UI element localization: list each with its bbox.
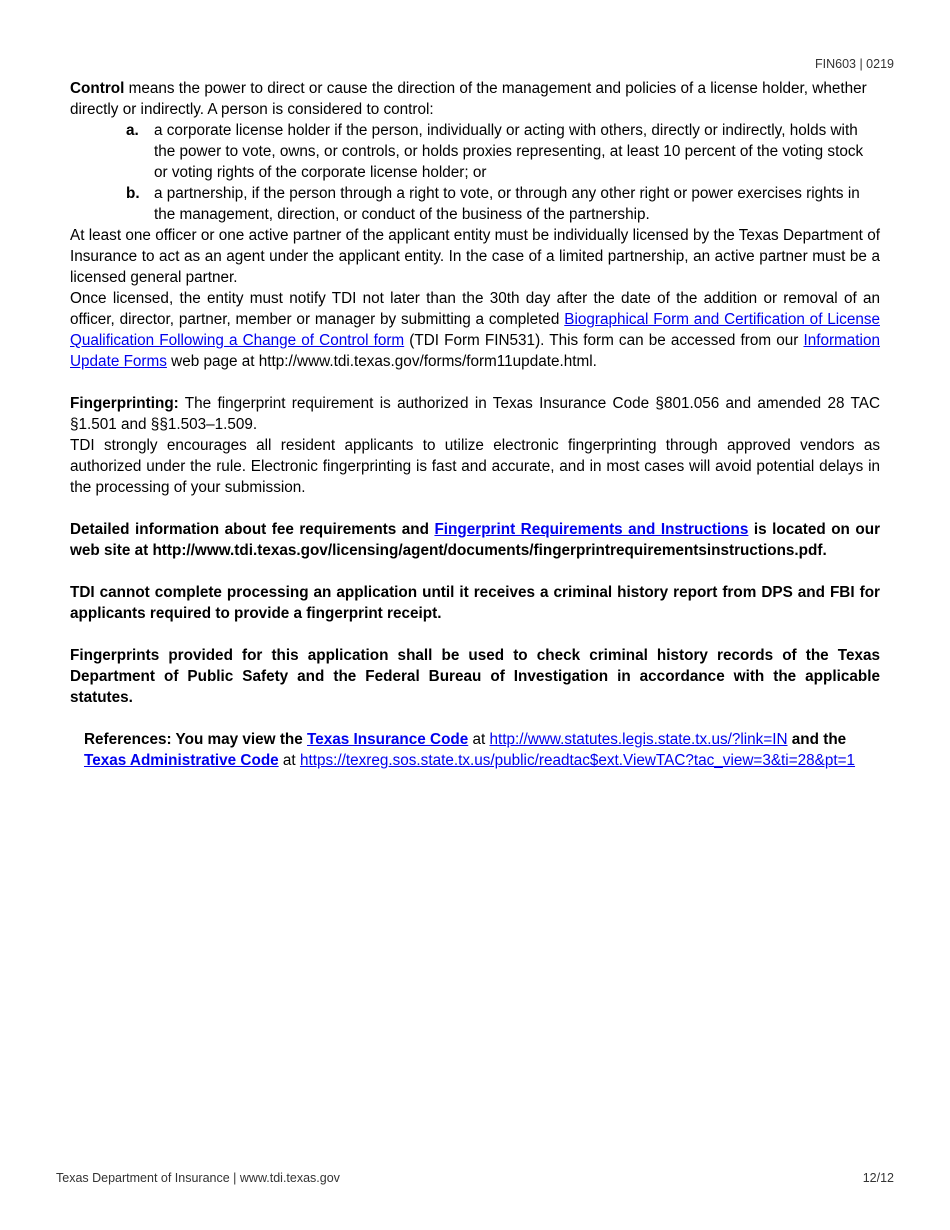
list-item-letter: a. — [126, 122, 139, 139]
fingerprinting-paragraph — [70, 393, 880, 435]
control-definition: means the power to direct or cause the direction of the management and policies of a license holder, whether directly or indirectly. A person is considered to control: — [70, 80, 867, 118]
texas-administrative-code-link[interactable]: Texas Administrative Code — [84, 752, 279, 769]
list-item-text: a partnership, if the person through a right to vote, or through any other right or power exercises rights in the management, direction, or conduct of the business of the partnership. — [154, 185, 860, 223]
references-text: at — [278, 752, 300, 769]
notify-text: (TDI Form FIN531). This form can be accessed from our — [404, 332, 804, 349]
control-term: Control — [70, 80, 125, 97]
references-line — [84, 750, 880, 771]
texreg-url-link[interactable]: https://texreg.sos.state.tx.us/public/readtac$ext.ViewTAC?tac_view=3&ti=28&pt=1 — [299, 752, 856, 769]
texas-insurance-code-link[interactable]: Texas Insurance Code — [307, 731, 469, 748]
list-item-letter: b. — [126, 185, 140, 202]
references-label: References: You may view the — [84, 731, 308, 748]
electronic-fingerprinting-paragraph: TDI strongly encourages all resident applicants to utilize electronic fingerprinting through approved vendors as authorized under the rule. Electronic fingerprinting is fast and accurate, and in most cases will avoid potential delays in the processing of your submission. — [70, 437, 880, 496]
document-body — [70, 78, 880, 771]
list-item — [126, 120, 880, 183]
statutes-url-link[interactable]: http://www.statutes.legis.state.tx.us/?link=IN — [489, 731, 788, 748]
notify-text: web page at http://www.tdi.texas.gov/forms/form11update.html. — [166, 353, 597, 370]
biographical-form-link[interactable]: Biographical Form and Certification of License Qualification Following a Change of Control form — [70, 311, 880, 349]
notify-text: Once licensed, the entity must notify TDI not later than the 30th day after the date of the addition or removal of an officer, director, partner, member or manager by submitting a completed — [70, 290, 880, 328]
references — [84, 729, 880, 771]
footer-agency: Texas Department of Insurance | www.tdi.texas.gov — [56, 1171, 340, 1185]
information-update-forms-link[interactable]: Information Update Forms — [70, 332, 880, 370]
references-text: and the — [787, 731, 847, 748]
fingerprint-use-notice: Fingerprints provided for this application shall be used to check criminal history records of the Texas Department of Public Safety and the Federal Bureau of Investigation in accordance with the applicable statutes. — [70, 647, 880, 706]
notify-paragraph — [70, 288, 880, 372]
detailed-text: is located on our web site at http://www.tdi.texas.gov/licensing/agent/documents/fingerprintrequirementsinstructions.pdf. — [70, 521, 881, 559]
page-number: 12/12 — [862, 1171, 894, 1185]
list-item-text: a corporate license holder if the person, individually or acting with others, directly or indirectly, holds with the power to vote, owns, or controls, or holds proxies representing, at least 10 percent of the voting stock or voting rights of the corporate license holder; or — [154, 122, 864, 181]
form-code: FIN603 | 0219 — [815, 57, 894, 71]
detailed-text: Detailed information about fee requirements and — [70, 521, 435, 538]
criminal-history-notice: TDI cannot complete processing an application until it receives a criminal history report from DPS and FBI for applicants required to provide a fingerprint receipt. — [70, 584, 880, 622]
control-paragraph — [70, 78, 880, 120]
fingerprint-requirements-link[interactable]: Fingerprint Requirements and Instructions — [434, 521, 749, 538]
list-item — [126, 183, 880, 225]
fingerprinting-text: The fingerprint requirement is authorized in Texas Insurance Code §801.056 and amended 28 TAC §1.501 and §§1.503–1.509. — [70, 395, 880, 433]
references-line — [84, 729, 880, 750]
fingerprinting-term: Fingerprinting: — [70, 395, 179, 412]
references-text: at — [468, 731, 490, 748]
detailed-info-paragraph — [70, 519, 880, 561]
officer-paragraph: At least one officer or one active partner of the applicant entity must be individually licensed by the Texas Department of Insurance to act as an agent under the applicant entity. In the case of a limited partnership, an active partner must be a licensed general partner. — [70, 227, 880, 286]
